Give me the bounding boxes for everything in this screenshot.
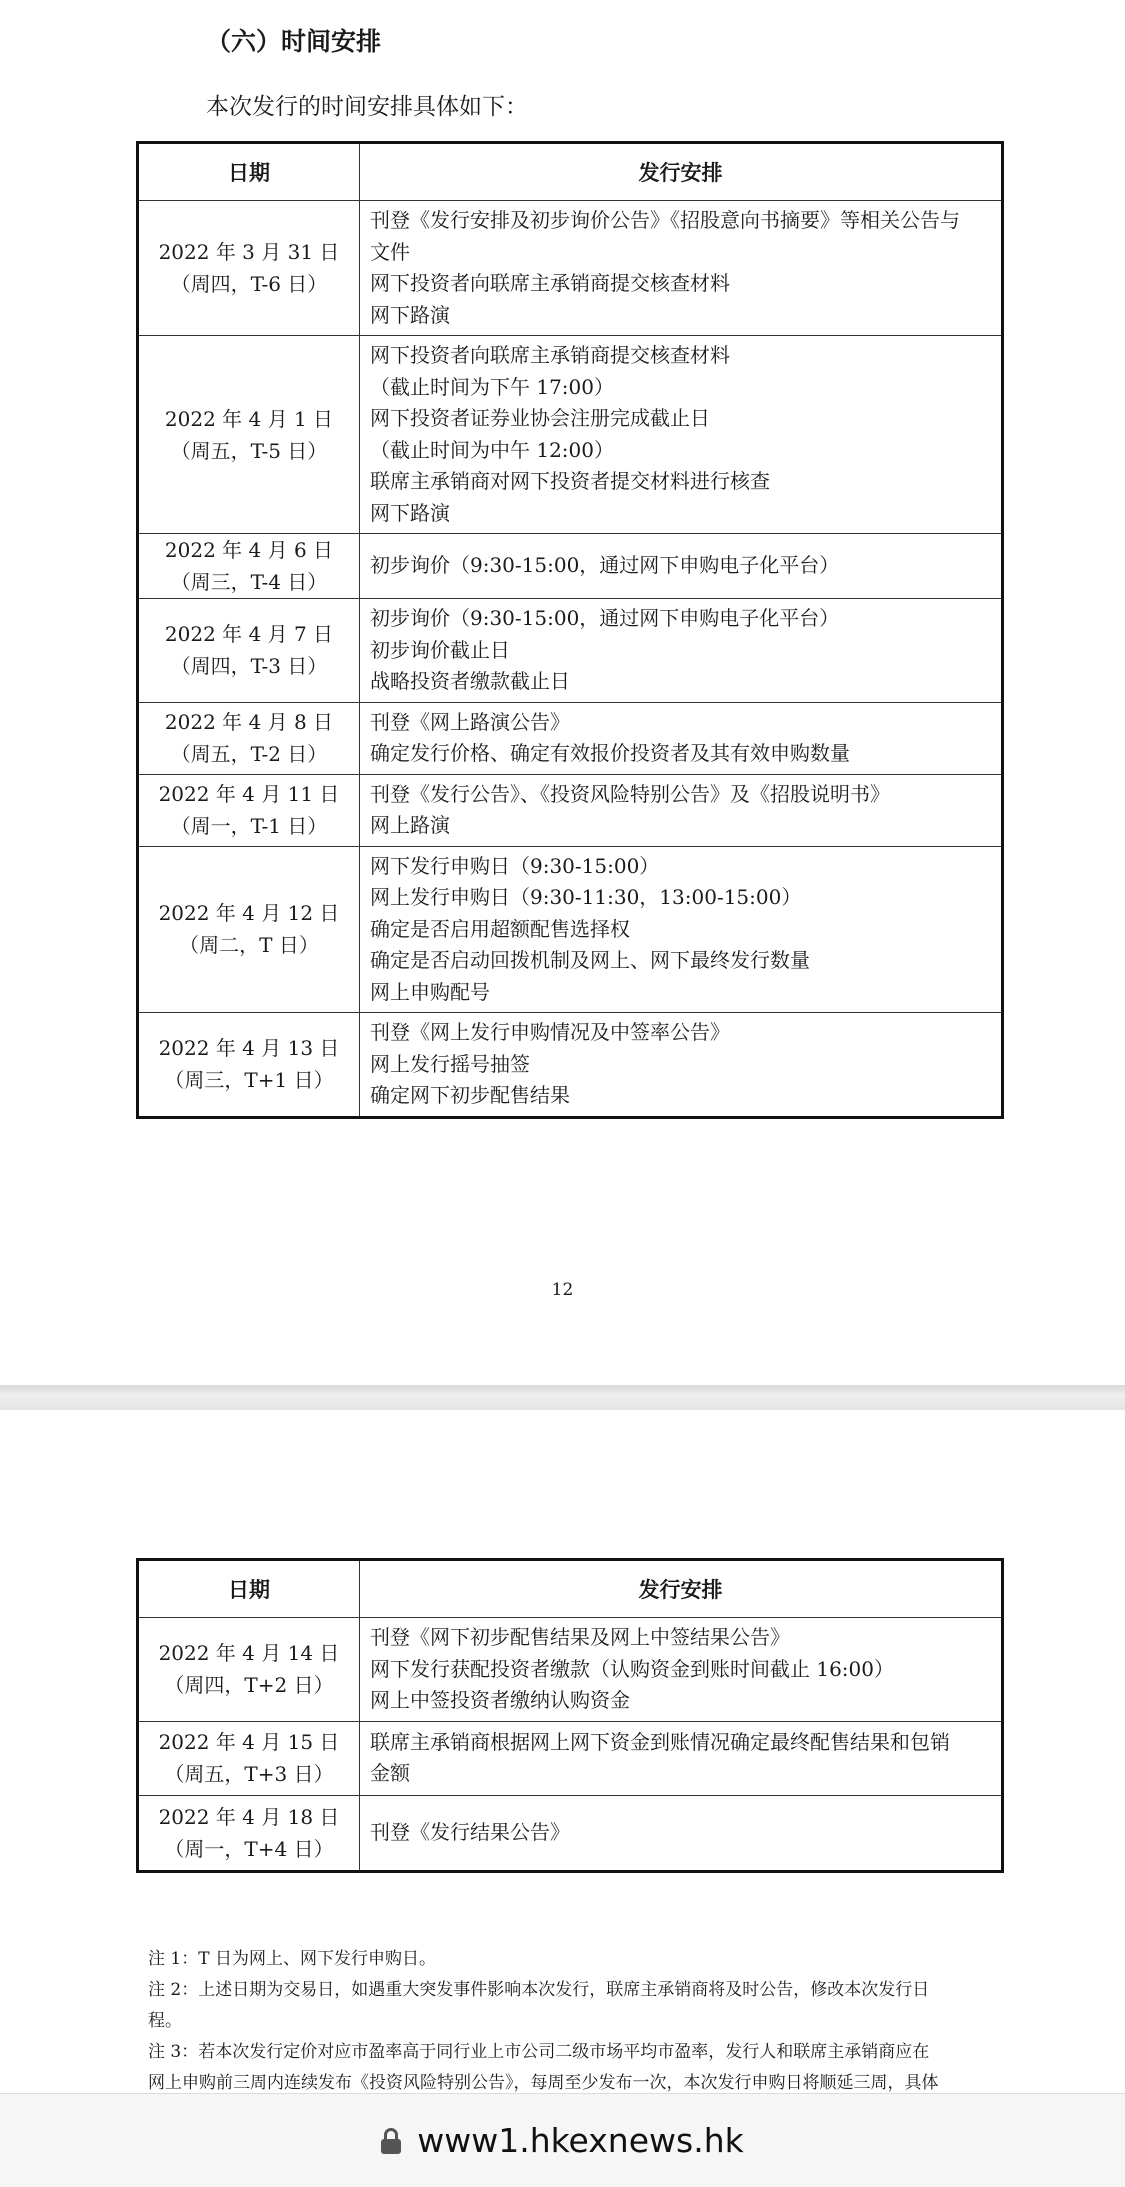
table-row — [138, 1721, 1003, 1795]
day-label: （周四，T-3 日） — [170, 654, 328, 679]
table-row — [138, 336, 1003, 534]
day-label: （周一，T-1 日） — [170, 814, 328, 838]
arrangement-item: 确定网下初步配售结果 — [370, 1083, 570, 1107]
arrangement-cell — [360, 1795, 1003, 1871]
date-text: 2022 年 4 月 15 日 — [158, 1730, 340, 1754]
table-row — [138, 1618, 1003, 1722]
date-cell — [138, 1721, 360, 1795]
header-arrangement: 发行安排 — [360, 1560, 1003, 1618]
table-row — [138, 774, 1003, 846]
day-label: （周五，T-2 日） — [170, 742, 328, 766]
arrangement-item: 网下路演 — [370, 302, 450, 327]
arrangement-item: 网下路演 — [370, 500, 450, 525]
date-cell — [138, 534, 360, 599]
arrangement-item: 网下发行获配投资者缴款（认购资金到账时间截止 16:00） — [370, 1656, 894, 1681]
arrangement-cell — [360, 702, 1003, 774]
arrangement-item: 确定发行价格、确定有效报价投资者及其有效申购数量 — [370, 741, 850, 765]
arrangement-item: 刊登《网上发行申购情况及中签率公告》 — [370, 1020, 730, 1044]
date-text: 2022 年 4 月 18 日 — [158, 1804, 340, 1829]
arrangement-item: 网上发行摇号抽签 — [370, 1051, 530, 1076]
arrangement-cell — [360, 599, 1003, 703]
section-title: （六）时间安排 — [206, 27, 382, 56]
date-text: 2022 年 4 月 13 日 — [158, 1036, 340, 1061]
date-text: 2022 年 4 月 11 日 — [158, 782, 340, 806]
arrangement-cell — [360, 534, 1003, 599]
date-cell — [138, 774, 360, 846]
arrangement-item: 网上发行申购日（9:30-11:30，13:00-15:00） — [370, 885, 802, 909]
date-text: 2022 年 4 月 8 日 — [164, 710, 334, 734]
arrangement-cell — [360, 774, 1003, 846]
date-text: 2022 年 4 月 7 日 — [164, 622, 334, 647]
day-label: （周一，T+4 日） — [164, 1836, 334, 1861]
arrangement-cell — [360, 1618, 1003, 1722]
arrangement-cell — [360, 846, 1003, 1013]
arrangement-cell — [360, 1721, 1003, 1795]
schedule-table-continued — [136, 1558, 1004, 1873]
arrangement-item: 网下投资者证券业协会注册完成截止日 — [370, 406, 710, 430]
day-label: （周五，T-5 日） — [170, 438, 328, 463]
arrangement-item: 网下投资者向联席主承销商提交核查材料 — [370, 271, 730, 295]
arrangement-item: 刊登《发行公告》、《投资风险特别公告》及《招股说明书》 — [370, 781, 890, 806]
table-header-row — [138, 143, 1003, 201]
arrangement-item: 确定是否启动回拨机制及网上、网下最终发行数量 — [370, 948, 810, 972]
arrangement-item: 初步询价（9:30-15:00，通过网下申购电子化平台） — [370, 606, 840, 630]
arrangement-item: （截止时间为下午 17:00） — [370, 374, 614, 399]
arrangement-item: 网下投资者向联席主承销商提交核查材料 — [370, 343, 730, 367]
date-cell — [138, 846, 360, 1013]
footnote-line: 程。 — [148, 2011, 182, 2031]
footnotes — [148, 1944, 998, 2099]
url-text[interactable]: www1.hkexnews.hk — [417, 2121, 744, 2160]
arrangement-item: 刊登《发行安排及初步询价公告》《招股意向书摘要》等相关公告与 — [370, 208, 960, 232]
arrangement-item: 网上中签投资者缴纳认购资金 — [370, 1688, 630, 1712]
arrangement-item: 战略投资者缴款截止日 — [370, 669, 570, 693]
arrangement-item: （截止时间为中午 12:00） — [370, 437, 614, 462]
arrangement-item: 初步询价截止日 — [370, 637, 510, 662]
footnote-line: 网上申购前三周内连续发布《投资风险特别公告》，每周至少发布一次，本次发行申购日将顺延三周，具体 — [148, 2073, 939, 2093]
date-cell — [138, 1618, 360, 1722]
arrangement-cell — [360, 336, 1003, 534]
day-label: （周五，T+3 日） — [164, 1762, 334, 1786]
date-cell — [138, 1795, 360, 1871]
arrangement-item: 联席主承销商对网下投资者提交材料进行核查 — [370, 469, 770, 493]
table-row — [138, 702, 1003, 774]
date-text: 2022 年 4 月 6 日 — [164, 538, 334, 562]
date-text: 2022 年 4 月 14 日 — [158, 1641, 340, 1666]
schedule-table-body — [138, 201, 1003, 1118]
table-row — [138, 599, 1003, 703]
table-row — [138, 1795, 1003, 1871]
day-label: （周四，T-6 日） — [170, 272, 328, 296]
browser-url-bar[interactable] — [0, 2093, 1125, 2187]
date-text: 2022 年 3 月 31 日 — [158, 240, 340, 264]
arrangement-item: 刊登《网下初步配售结果及网上中签结果公告》 — [370, 1625, 790, 1649]
table-header-row — [138, 1560, 1003, 1618]
day-label: （周四，T+2 日） — [164, 1673, 334, 1698]
arrangement-item: 确定是否启用超额配售选择权 — [370, 916, 630, 941]
table-row — [138, 534, 1003, 599]
date-cell — [138, 702, 360, 774]
date-text: 2022 年 4 月 12 日 — [158, 901, 340, 926]
header-date: 日期 — [138, 1560, 360, 1618]
date-text: 2022 年 4 月 1 日 — [164, 406, 334, 431]
header-arrangement: 发行安排 — [360, 143, 1003, 201]
arrangement-cell — [360, 201, 1003, 336]
date-cell — [138, 599, 360, 703]
arrangement-item: 刊登《网上路演公告》 — [370, 709, 570, 734]
table-row — [138, 846, 1003, 1013]
arrangement-item: 初步询价（9:30-15:00，通过网下申购电子化平台） — [370, 553, 840, 578]
arrangement-cell — [360, 1013, 1003, 1118]
intro-paragraph: 本次发行的时间安排具体如下： — [206, 94, 528, 120]
header-date: 日期 — [138, 143, 360, 201]
day-label: （周三，T+1 日） — [164, 1068, 334, 1093]
arrangement-item: 刊登《发行结果公告》 — [370, 1819, 570, 1844]
arrangement-item: 文件 — [370, 239, 410, 264]
arrangement-item: 金额 — [370, 1761, 410, 1785]
footnote-line: 注 3：若本次发行定价对应市盈率高于同行业上市公司二级市场平均市盈率，发行人和联席主承销商应在 — [148, 2042, 930, 2062]
lock-icon — [381, 2128, 401, 2154]
day-label: （周三，T-4 日） — [170, 570, 328, 594]
arrangement-item: 联席主承销商根据网上网下资金到账情况确定最终配售结果和包销 — [370, 1729, 950, 1754]
arrangement-item: 网上路演 — [370, 813, 450, 837]
table-row — [138, 201, 1003, 336]
footnote-line: 注 2：上述日期为交易日，如遇重大突发事件影响本次发行，联席主承销商将及时公告，修改本次发行日 — [148, 1980, 930, 2000]
day-label: （周二，T 日） — [179, 933, 319, 958]
arrangement-item: 网下发行申购日（9:30-15:00） — [370, 853, 660, 878]
schedule-table — [136, 141, 1004, 1119]
date-cell — [138, 336, 360, 534]
schedule-table-body — [138, 1618, 1003, 1872]
page-separator — [0, 1385, 1125, 1410]
arrangement-item: 网上申购配号 — [370, 979, 490, 1004]
page-number: 12 — [551, 1280, 574, 1300]
table-row — [138, 1013, 1003, 1118]
date-cell — [138, 201, 360, 336]
footnote-line: 注 1：T 日为网上、网下发行申购日。 — [148, 1949, 436, 1969]
date-cell — [138, 1013, 360, 1118]
